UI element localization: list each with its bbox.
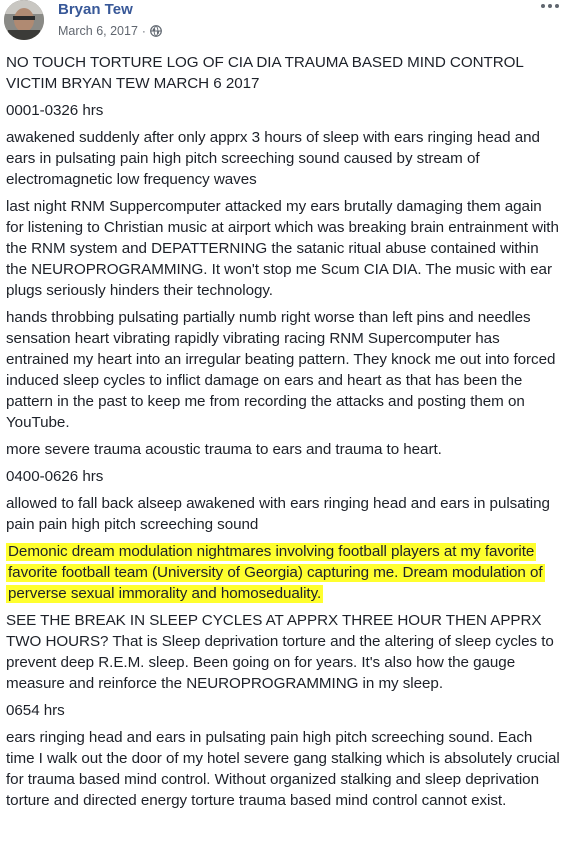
post-paragraph: ears ringing head and ears in pulsating pain high pitch screeching sound. Each time I walk out the door of my hotel severe gang stalking which is absolutely crucial for trauma based mind control. Without organized stalking and sleep deprivation torture and directed energy torture trauma based mind control cannot exist. — [6, 729, 560, 809]
avatar[interactable] — [4, 0, 44, 40]
more-options-icon[interactable] — [539, 0, 561, 16]
meta-separator: · — [141, 24, 146, 38]
post-paragraph: hands throbbing pulsating partially numb right worse than left pins and needles sensation heart vibrating rapidly vibrating racing RNM Supercomputer has entrained my heart into an irregular beating pattern. They knock me out into forced induced sleep cycles to inflict damage on ears and heart as that has been the pattern in the past to keep me from recording the attacks and posting them on YouTube. — [6, 309, 556, 431]
post-paragraph: 0654 hrs — [6, 702, 65, 719]
post-header — [0, 0, 569, 48]
post-meta — [58, 24, 162, 38]
author-name[interactable]: Bryan Tew — [58, 1, 133, 18]
highlighted-paragraph-wrap — [6, 541, 562, 604]
post-paragraph: last night RNM Suppercomputer attacked my ears brutally damaging them again for listening to Christian music at airport which was breaking brain entrainment with the RNM system and DEPATTERNING the satanic ritual abuse contained within the NEUROPROGRAMMING. It won't stop me Scum CIA DIA. The music with ear plugs seriously hinders their technology. — [6, 198, 559, 299]
avatar-photo-icon — [4, 0, 44, 40]
globe-icon[interactable] — [150, 25, 162, 37]
post-paragraph: SEE THE BREAK IN SLEEP CYCLES AT APPRX THREE HOUR THEN APPRX TWO HOURS? That is Sleep deprivation torture and the altering of sleep cycles to prevent deep R.E.M. sleep. Been going on for years. It's also how the gauge measure and reinforce the NEUROPROGRAMMING in my sleep. — [6, 612, 554, 692]
post-paragraph: NO TOUCH TORTURE LOG OF CIA DIA TRAUMA BASED MIND CONTROL VICTIM BRYAN TEW MARCH 6 2017 — [6, 54, 524, 92]
highlighted-paragraph: Demonic dream modulation nightmares involving football players at my favorite favorite football team (University of Georgia) capturing me. Dream modulation of perverse sexual immorality and homoseduality. — [8, 543, 543, 602]
post-paragraph: more severe trauma acoustic trauma to ears and trauma to heart. — [6, 441, 442, 458]
post-paragraph: 0400-0626 hrs — [6, 468, 104, 485]
post-date[interactable]: March 6, 2017 — [58, 24, 138, 38]
post-body — [6, 52, 562, 817]
post-paragraph: awakened suddenly after only apprx 3 hours of sleep with ears ringing head and ears in pulsating pain high pitch screeching sound caused by stream of electromagnetic low frequency waves — [6, 129, 540, 188]
post-paragraph: 0001-0326 hrs — [6, 102, 104, 119]
post-paragraph: allowed to fall back alseep awakened with ears ringing head and ears in pulsating pain pain high pitch screeching sound — [6, 495, 550, 533]
